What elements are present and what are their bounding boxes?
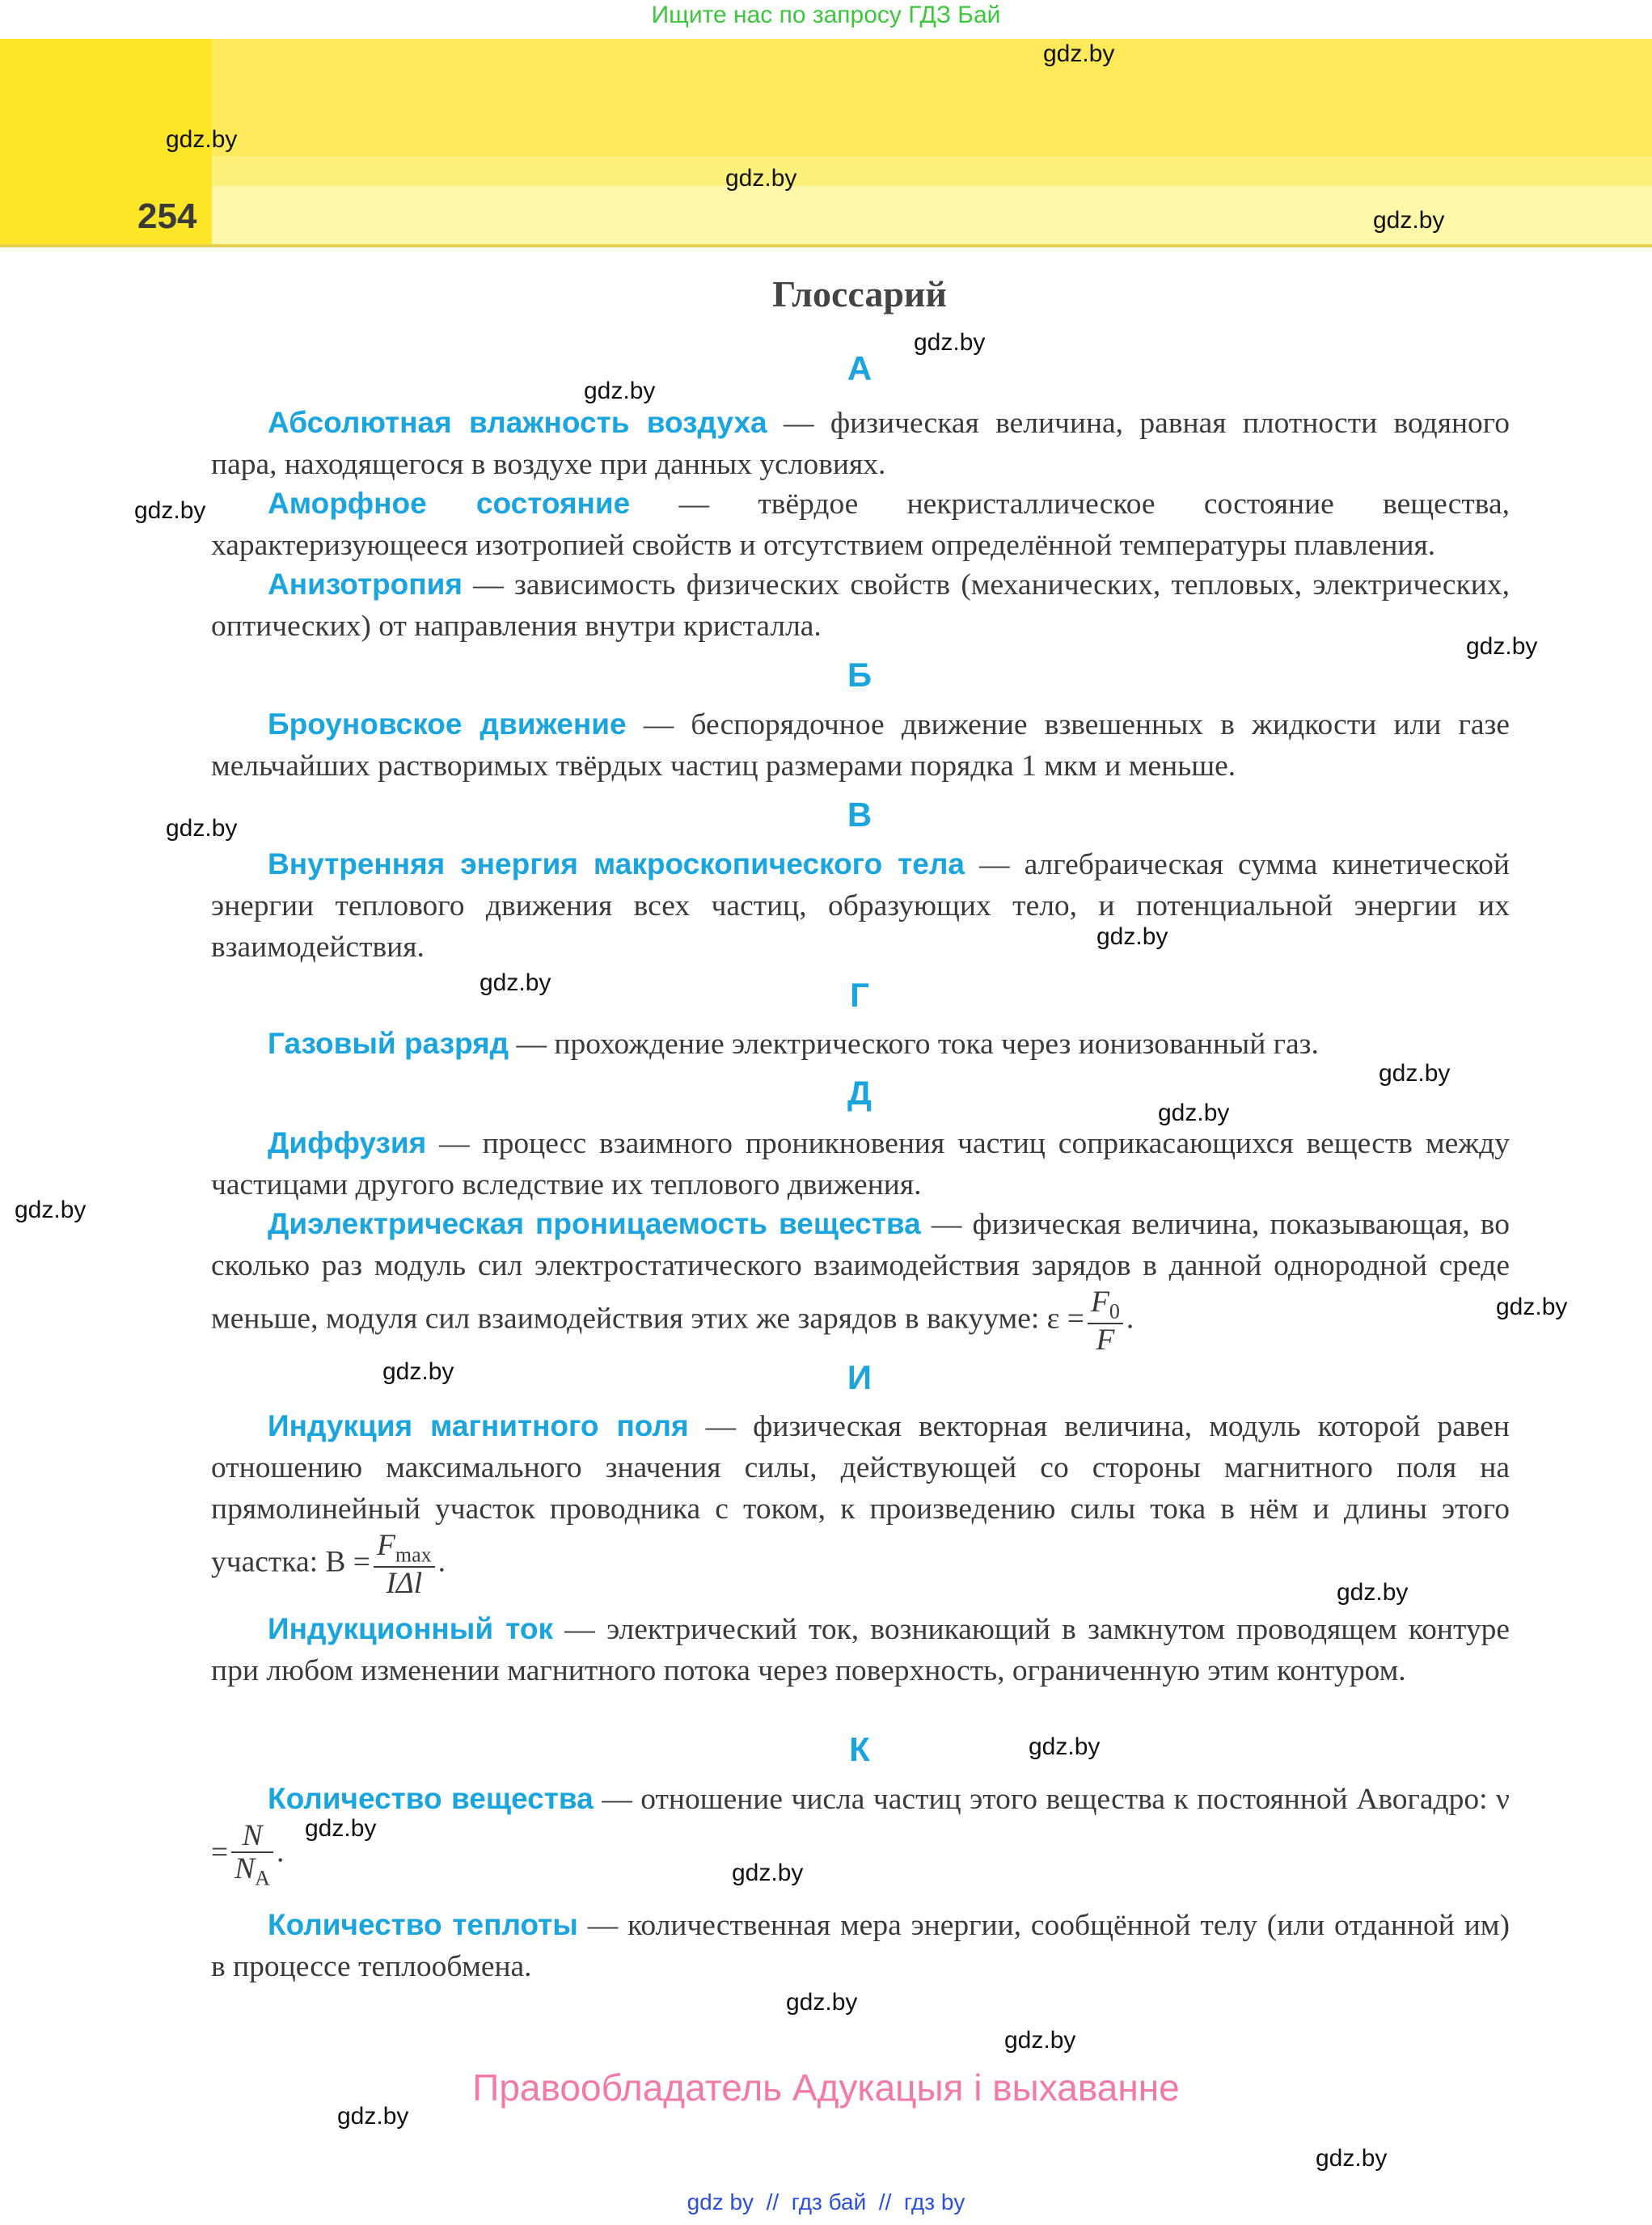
watermark: gdz.by — [914, 329, 986, 356]
footer-links[interactable]: gdz by // гдз бай // гдз by — [687, 2189, 965, 2214]
header-divider — [0, 244, 1652, 247]
watermark: gdz.by — [786, 1989, 858, 2016]
glossary-entry — [211, 1904, 1510, 1987]
glossary-term: Диэлектрическая проницаемость вещества — [268, 1207, 921, 1240]
watermark: gdz.by — [1316, 2145, 1388, 2172]
formula-denominator-subscript: A — [255, 1866, 270, 1890]
glossary-definition: — процесс взаимного проникновения частиц соприкасающихся веществ между частицами другого вследствие их теплового движения. — [211, 1127, 1510, 1201]
glossary-definition: — физическая величина, показывающая, во сколько раз модуль сил электростатического взаимодействия зарядов в данной однородной среде меньше, модуля сил взаимодействия этих же зарядов в вакууме: — [211, 1208, 1510, 1336]
watermark: gdz.by — [584, 378, 656, 404]
formula-numerator-symbol: F — [1090, 1286, 1109, 1319]
watermark: gdz.by — [1096, 923, 1168, 950]
watermark: gdz.by — [166, 815, 238, 842]
formula-numerator-subscript: 0 — [1109, 1299, 1120, 1324]
glossary-definition: — зависимость физических свойств (механических, тепловых, электрических, оптических) от направления внутри кристалла. — [211, 568, 1510, 643]
glossary-entry — [211, 1203, 1510, 1356]
formula-denominator — [374, 1568, 435, 1599]
glossary-entry — [211, 1778, 1510, 1889]
formula-lhs: ε = — [1046, 1302, 1084, 1336]
formula-denominator — [1088, 1324, 1123, 1356]
glossary-definition: — физическая векторная величина, модуль которой равен отношению максимального значения силы, действующей со стороны магнитного поля на прямолинейный участок проводника с током, к произведению силы тока в нём и длины этого участка: — [211, 1410, 1510, 1579]
glossary-term: Диффузия — [268, 1126, 427, 1159]
page-number: 254 — [137, 196, 197, 236]
formula-denominator-symbol: IΔl — [386, 1566, 423, 1600]
watermark: gdz.by — [725, 165, 797, 192]
formula-numerator — [374, 1530, 435, 1568]
glossary-term: Газовый разряд — [268, 1027, 509, 1060]
glossary-definition: — отношение числа частиц этого вещества к постоянной Авогадро: — [593, 1783, 1497, 1816]
formula-denominator-symbol: N — [234, 1852, 256, 1886]
formula-denominator-symbol: F — [1096, 1323, 1115, 1357]
glossary-term: Индукция магнитного поля — [268, 1409, 689, 1442]
glossary-term: Количество вещества — [268, 1782, 594, 1815]
glossary-term: Индукционный ток — [268, 1612, 554, 1645]
formula-lhs: ν = — [211, 1783, 1510, 1869]
watermark: gdz.by — [305, 1815, 377, 1842]
watermark: gdz.by — [480, 969, 551, 996]
header-band-light — [212, 156, 1652, 186]
watermark: gdz.by — [15, 1197, 87, 1223]
formula-numerator-symbol: N — [242, 1819, 263, 1852]
section-letter-g: Г — [850, 976, 869, 1014]
glossary-entry — [211, 1608, 1510, 1691]
watermark: gdz.by — [134, 497, 206, 524]
watermark: gdz.by — [337, 2103, 409, 2130]
glossary-definition: — количественная мера энергии, сообщённой телу (или отданной им) в процессе теплообмена. — [211, 1909, 1510, 1983]
glossary-definition: — электрический ток, возникающий в замкнутом проводящем контуре при любом изменении магнитного потока через поверхность, ограниченную этим контуром. — [211, 1613, 1510, 1687]
formula-lhs: B = — [325, 1545, 370, 1579]
formula-end: . — [437, 1545, 446, 1579]
watermark: gdz.by — [1337, 1579, 1409, 1606]
glossary-entry — [211, 1122, 1510, 1205]
section-letter-a: А — [847, 349, 872, 387]
section-letter-i: И — [847, 1358, 872, 1396]
glossary-term: Броуновское движение — [268, 707, 627, 741]
glossary-entry — [211, 483, 1510, 566]
formula-numerator-symbol: F — [376, 1529, 395, 1562]
watermark: gdz.by — [382, 1358, 454, 1385]
formula-fraction — [1088, 1286, 1123, 1356]
formula-numerator — [231, 1820, 273, 1853]
glossary-term: Аморфное состояние — [268, 487, 631, 520]
section-letter-d: Д — [847, 1074, 872, 1112]
formula-fraction — [231, 1820, 273, 1889]
watermark: gdz.by — [732, 1860, 804, 1886]
formula-denominator — [231, 1853, 273, 1889]
watermark: gdz.by — [1496, 1294, 1568, 1320]
watermark: gdz.by — [1029, 1733, 1101, 1760]
glossary-definition: — алгебраическая сумма кинетической энергии теплового движения всех частиц, образующих тело, и потенциальной энергии их взаимодействия. — [211, 848, 1510, 964]
formula-fraction — [374, 1530, 435, 1599]
glossary-term: Количество теплоты — [268, 1908, 578, 1941]
glossary-entry — [211, 703, 1510, 787]
glossary-term: Абсолютная влажность воздуха — [268, 406, 767, 439]
formula-numerator-subscript: max — [395, 1543, 432, 1567]
glossary-entry — [211, 402, 1510, 485]
formula-numerator — [1088, 1286, 1123, 1324]
watermark: gdz.by — [1043, 40, 1115, 67]
section-letter-v: В — [847, 796, 872, 834]
glossary-term: Внутренняя энергия макроскопического тела — [268, 847, 965, 880]
top-notice-link[interactable]: Ищите нас по запросу ГДЗ Бай — [651, 2, 1001, 28]
watermark: gdz.by — [1466, 633, 1538, 660]
glossary-entry — [211, 843, 1510, 968]
watermark: gdz.by — [166, 126, 238, 153]
section-letter-b: Б — [847, 656, 872, 694]
glossary-definition: — физическая величина, равная плотности водяного пара, находящегося в воздухе при данных условиях. — [211, 407, 1510, 481]
header-band — [0, 39, 1652, 156]
glossary-definition: — беспорядочное движение взвешенных в жидкости или газе мельчайших растворимых твёрдых частиц размерами порядка 1 мкм и меньше. — [211, 708, 1510, 783]
copyright-notice: Правообладатель Адукацыя і выхаванне — [472, 2067, 1180, 2109]
section-letter-k: К — [849, 1730, 870, 1768]
formula-end: . — [276, 1835, 285, 1869]
glossary-definition: — твёрдое некристаллическое состояние вещества, характеризующееся изотропией свойств и отсутствием определённой температуры плавления. — [211, 488, 1510, 562]
glossary-term: Анизотропия — [268, 568, 463, 601]
glossary-definition: — прохождение электрического тока через ионизованный газ. — [509, 1028, 1319, 1061]
watermark: gdz.by — [1158, 1100, 1230, 1126]
formula-end: . — [1126, 1302, 1134, 1336]
glossary-entry — [211, 1405, 1510, 1599]
glossary-entry — [211, 564, 1510, 647]
watermark: gdz.by — [1004, 2027, 1076, 2054]
watermark: gdz.by — [1379, 1060, 1451, 1087]
watermark: gdz.by — [1373, 207, 1445, 234]
glossary-entry — [211, 1023, 1510, 1065]
page-title: Глоссарий — [772, 273, 947, 315]
